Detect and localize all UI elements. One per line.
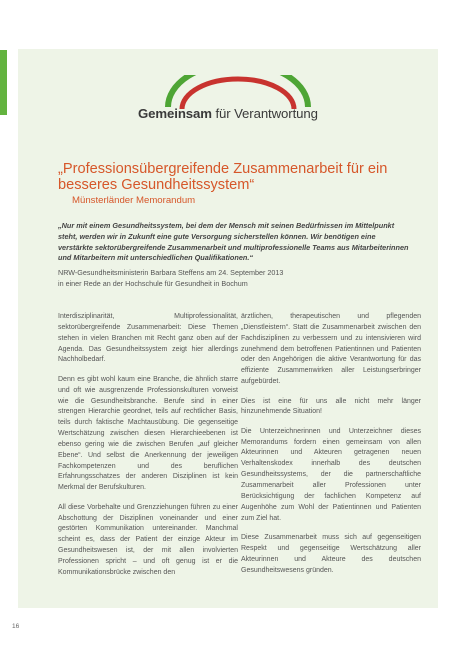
paragraph: Interdisziplinarität, Multiprofessionalität, sektorübergreifende Zusammenarbeit: Diese Themen stehen in vielen Branchen mit Recht ganz oben auf der Agenda. Das Gesundheitssystem zeigt hier allerdings Nachholbedarf. xyxy=(58,313,238,364)
document-subtitle: Münsterländer Memorandum xyxy=(72,195,196,206)
side-accent-bar xyxy=(0,50,7,115)
logo xyxy=(138,75,340,125)
paragraph: Die Unterzeichnerinnen und Unterzeichner dieses Memorandums fordern einen gemeinsam von allen Akteurinnen und Akteuren getragenen neuen Verhaltenskodex innerhalb des deutschen Gesundheitssystems, der die partnerschaftliche Zusammenarbeit aller Professionen unter Berücksichtigung der fachlichen Kompetenz auf Augenhöhe zum Wohl der Patientinnen und Patienten zum Ziel hat. xyxy=(241,427,421,522)
intro-quote: „Nur mit einem Gesundheitssystem, bei dem der Mensch mit seinen Bedürfnissen im Mittelpunkt steht, werden wir in Zukunft eine gute Versorgung sicherstellen können. Wir benötigen eine verstärkte sektorübergreifende Zusammenarbeit und multiprofessionelle Teams aus Mitarbeiterinnen und Mitarbeitern mit unterschiedlichen Qualifikationen.“ xyxy=(58,221,409,263)
paragraph: Dies ist eine für uns alle nicht mehr länger hinzunehmende Situation! xyxy=(241,397,421,416)
paragraph: Denn es gibt wohl kaum eine Branche, die ähnlich starre und oft wie ausgrenzende Professionskulturen vorweist wie die Gesundheitsbranche. Berufe sind in einer strengen Hierarchie geordnet, teils auf rechtlicher Basis, teils durch faktische Machtausübung. Die gegenseitige Wertschätzung zwischen diesen Hierarchieebenen ist ebenso gering wie die zwischen Berufen „auf gleicher Ebene“. Und selbst die Anerkennung der jeweiligen Fachkompetenzen und des beruflichen Erfahrungsschatzes der anderen Disziplinen ist kein Merkmal der Berufskulturen. xyxy=(58,375,238,492)
paragraph: ärztlichen, therapeutischen und pflegenden „Dienstleistern“. Statt die Zusammenarbeit zwischen den Fachdisziplinen zu verbessern und zu intensivieren wird zunehmend dem betroffenen Patientinnen und Patienten oder den Angehörigen die aktive Verantwortung für das effiziente Zusammenwirken aller Leistungserbringer aufgebürdet. xyxy=(241,313,421,386)
page-number: 16 xyxy=(12,623,20,630)
quote-attribution xyxy=(58,268,398,289)
left-text-column xyxy=(58,312,238,587)
logo-wordmark xyxy=(138,106,340,121)
paragraph: Diese Zusammenarbeit muss sich auf gegenseitigen Respekt und gegenseitige Wertschätzung aller Akteurinnen und Akteure des deutschen Gesundheitswesens gründen. xyxy=(241,533,421,574)
logo-wordmark-bold: Gemeinsam xyxy=(138,106,212,121)
arch-logo-icon xyxy=(138,75,340,109)
right-text-column xyxy=(241,312,421,585)
document-title: „Professionsübergreifende Zusammenarbeit für ein besseres Gesundheitssystem“ xyxy=(58,161,388,193)
attribution-line-1: NRW-Gesundheitsministerin Barbara Steffens am 24. September 2013 xyxy=(58,268,284,277)
attribution-line-2: in einer Rede an der Hochschule für Gesundheit in Bochum xyxy=(58,278,248,288)
logo-wordmark-regular: für Verantwortung xyxy=(211,106,318,121)
paragraph: All diese Vorbehalte und Grenzziehungen führen zu einer Abschottung der Disziplinen voneinander und einer gestörten Kommunikation untereinander. Manchmal scheint es, dass der Patient der einzige Akteur im Gesundheitswesen ist, der mit allen involvierten Professionen spricht – und oft genug ist er die Kommunikationsbrücke zwischen den xyxy=(58,503,238,576)
